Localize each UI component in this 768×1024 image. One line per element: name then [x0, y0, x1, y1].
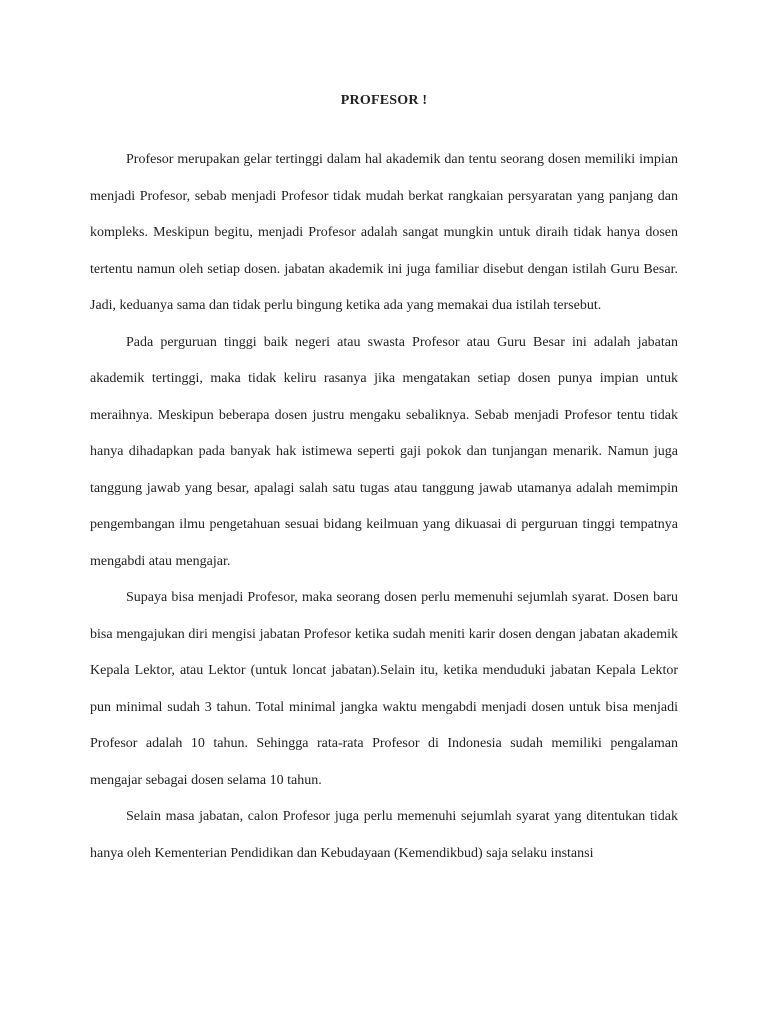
document-title: PROFESOR ! [340, 93, 428, 108]
paragraph-3: Supaya bisa menjadi Profesor, maka seorang dosen perlu memenuhi sejumlah syarat. Dosen baru bisa mengajukan diri mengisi jabatan Profesor ketika sudah meniti karir dosen dengan jabatan akademik Kepala Lektor, atau Lektor (untuk loncat jabatan).Selain itu, ketika menduduki jabatan Kepala Lektor pun minimal sudah 3 tahun. Total minimal jangka waktu mengabdi menjadi dosen untuk bisa menjadi Profesor adalah 10 tahun. Sehingga rata-rata Profesor di Indonesia sudah memiliki pengalaman mengajar sebagai dosen selama 10 tahun. [90, 590, 678, 788]
paragraph-1: Profesor merupakan gelar tertinggi dalam hal akademik dan tentu seorang dosen memiliki impian menjadi Profesor, sebab menjadi Profesor tidak mudah berkat rangkaian persyaratan yang panjang dan kompleks. Meskipun begitu, menjadi Profesor adalah sangat mungkin untuk diraih tidak hanya dosen tertentu namun oleh setiap dosen. jabatan akademik ini juga familiar disebut dengan istilah Guru Besar. Jadi, keduanya sama dan tidak perlu bingung ketika ada yang memakai dua istilah tersebut. [90, 152, 678, 313]
paragraph-2: Pada perguruan tinggi baik negeri atau swasta Profesor atau Guru Besar ini adalah jabatan akademik tertinggi, maka tidak keliru rasanya jika mengatakan setiap dosen punya impian untuk meraihnya. Meskipun beberapa dosen justru mengaku sebaliknya. Sebab menjadi Profesor tentu tidak hanya dihadapkan pada banyak hak istimewa seperti gaji pokok dan tunjangan menarik. Namun juga tanggung jawab yang besar, apalagi salah satu tugas atau tanggung jawab utamanya adalah memimpin pengembangan ilmu pengetahuan sesuai bidang keilmuan yang dikuasai di perguruan tinggi tempatnya mengabdi atau mengajar. [90, 334, 678, 569]
document-body [90, 142, 678, 872]
paragraph-4: Selain masa jabatan, calon Profesor juga perlu memenuhi sejumlah syarat yang ditentukan tidak hanya oleh Kementerian Pendidikan dan Kebudayaan (Kemendikbud) saja selaku instansi [90, 809, 678, 861]
